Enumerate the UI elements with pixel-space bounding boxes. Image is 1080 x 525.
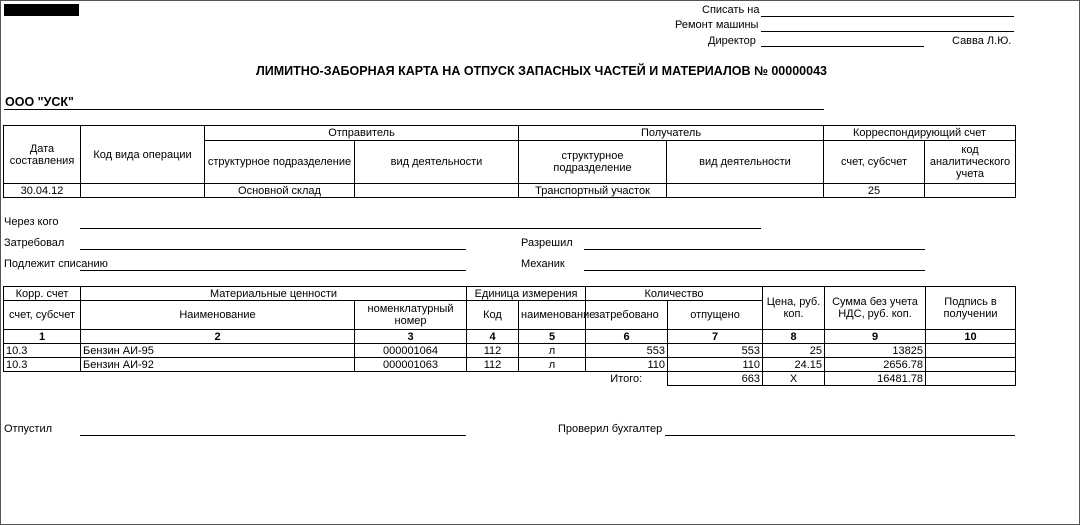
requested-line [80, 249, 466, 250]
unit-name-header: наименование [519, 301, 586, 330]
date-cell: 30.04.12 [4, 184, 81, 198]
director-label: Директор [708, 35, 756, 47]
table-row [4, 184, 1016, 198]
total-price: X [763, 372, 825, 386]
corr-account-header: Корр. счет [4, 287, 81, 301]
column-number: 9 [825, 330, 926, 344]
column-number: 8 [763, 330, 825, 344]
accountant-label: Проверил бухгалтер [558, 423, 663, 435]
signature-header: Подпись в получении [926, 287, 1016, 330]
redacted-box [4, 4, 79, 16]
column-number: 1 [4, 330, 81, 344]
repair-label: Ремонт машины [675, 19, 759, 31]
column-numbers-row [4, 330, 1016, 344]
price-cell: 25 [763, 344, 825, 358]
code-cell: 112 [467, 344, 519, 358]
column-number: 2 [81, 330, 355, 344]
name-cell: Бензин АИ-95 [81, 344, 355, 358]
allowed-label: Разрешил [521, 237, 573, 249]
released-cell: 110 [668, 358, 763, 372]
total-released: 663 [668, 372, 763, 386]
table-row [4, 344, 1016, 358]
mechanic-line [584, 270, 925, 271]
total-row [4, 372, 1016, 386]
unit-header: Единица измерения [467, 287, 586, 301]
requested-cell: 110 [586, 358, 668, 372]
sender-unit-header: структурное подразделение [205, 141, 355, 184]
empty-cell [355, 372, 467, 386]
sender-unit-cell: Основной склад [205, 184, 355, 198]
unit-cell: л [519, 358, 586, 372]
write-off-subject-line [80, 270, 466, 271]
empty-cell [4, 372, 81, 386]
sum-cell: 13825 [825, 344, 926, 358]
materials-table [3, 286, 1016, 386]
unit-cell: л [519, 344, 586, 358]
receiver-activity-header: вид деятельности [667, 141, 824, 184]
column-number: 4 [467, 330, 519, 344]
sender-activity-header: вид деятельности [355, 141, 519, 184]
valuables-header: Материальные ценности [81, 287, 467, 301]
account-cell: 10.3 [4, 358, 81, 372]
requested-header: затребовано [586, 301, 668, 330]
sender-header: Отправитель [205, 126, 519, 141]
op-code-header: Код вида операции [81, 126, 205, 184]
director-line [761, 46, 924, 47]
column-number: 3 [355, 330, 467, 344]
price-header: Цена, руб. коп. [763, 287, 825, 330]
nomenclature-header: номенклатурный номер [355, 301, 467, 330]
empty-cell [467, 372, 519, 386]
empty-cell [519, 372, 586, 386]
total-sum: 16481.78 [825, 372, 926, 386]
column-number: 5 [519, 330, 586, 344]
account-sub-header: счет, субсчет [824, 141, 925, 184]
table-row [4, 358, 1016, 372]
code-cell: 112 [467, 358, 519, 372]
signature-cell [926, 344, 1016, 358]
column-number: 6 [586, 330, 668, 344]
receiver-unit-cell: Транспортный участок [519, 184, 667, 198]
account-cell: 25 [824, 184, 925, 198]
receiver-unit-header: структурное подразделение [519, 141, 667, 184]
date-header: Дата составления [4, 126, 81, 184]
released-header: отпущено [668, 301, 763, 330]
allowed-line [584, 249, 925, 250]
analytic-code-cell [925, 184, 1016, 198]
through-line [80, 228, 761, 229]
released-cell: 553 [668, 344, 763, 358]
through-label: Через кого [4, 216, 59, 228]
code-header: Код [467, 301, 519, 330]
column-number: 7 [668, 330, 763, 344]
document-title: ЛИМИТНО-ЗАБОРНАЯ КАРТА НА ОТПУСК ЗАПАСНЫХ ЧАСТЕЙ И МАТЕРИАЛОВ № 00000043 [256, 64, 827, 78]
total-signature [926, 372, 1016, 386]
requested-cell: 553 [586, 344, 668, 358]
mechanic-label: Механик [521, 258, 565, 270]
director-name: Савва Л.Ю. [952, 35, 1012, 47]
requested-label: Затребовал [4, 237, 65, 249]
released-by-label: Отпустил [4, 423, 53, 435]
accountant-line [665, 435, 1015, 436]
write-off-label: Списать на [702, 4, 760, 16]
column-number: 10 [926, 330, 1016, 344]
total-label: Итого: [586, 372, 668, 386]
empty-cell [81, 372, 355, 386]
released-by-line [80, 435, 466, 436]
receiver-header: Получатель [519, 126, 824, 141]
op-code-cell [81, 184, 205, 198]
organization-name: ООО "УСК" [5, 95, 74, 109]
name-cell: Бензин АИ-92 [81, 358, 355, 372]
name-header: Наименование [81, 301, 355, 330]
account-sub-header: счет, субсчет [4, 301, 81, 330]
receiver-activity-cell [667, 184, 824, 198]
write-off-subject-label: Подлежит списанию [4, 258, 108, 270]
sum-cell: 2656.78 [825, 358, 926, 372]
sum-header: Сумма без учета НДС, руб. коп. [825, 287, 926, 330]
analytic-code-header: код аналитического учета [925, 141, 1016, 184]
write-off-line [761, 16, 1014, 17]
nomenclature-cell: 000001064 [355, 344, 467, 358]
header-table [3, 125, 1016, 198]
organization-line [4, 109, 824, 110]
repair-line [761, 31, 1014, 32]
quantity-header: Количество [586, 287, 763, 301]
signature-cell [926, 358, 1016, 372]
account-cell: 10.3 [4, 344, 81, 358]
corr-account-header: Корреспондирующий счет [824, 126, 1016, 141]
nomenclature-cell: 000001063 [355, 358, 467, 372]
price-cell: 24.15 [763, 358, 825, 372]
sender-activity-cell [355, 184, 519, 198]
